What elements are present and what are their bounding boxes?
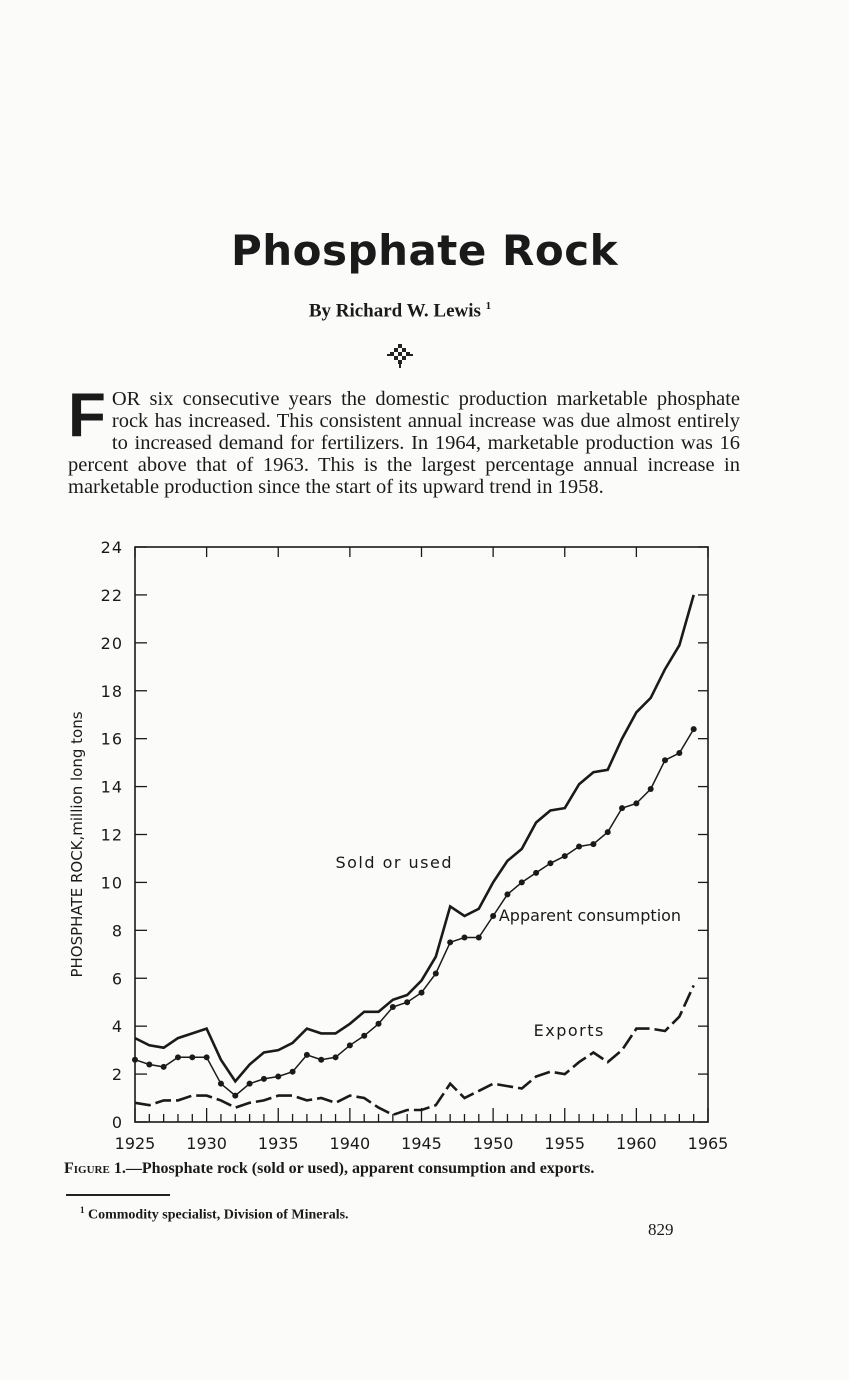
y-tick-label: 12 [100,825,123,845]
y-tick-label: 4 [111,1017,123,1037]
y-tick-label: 6 [111,969,123,989]
data-point [318,1057,324,1063]
data-point [547,860,553,866]
data-point [519,879,525,885]
figure-label: Figure 1. [64,1160,126,1177]
data-point [275,1073,281,1079]
series-line-exports [135,985,694,1114]
data-point [433,970,439,976]
x-tick-label: 1940 [329,1134,371,1153]
data-point [662,757,668,763]
data-point [605,829,611,835]
y-tick-label: 14 [100,777,123,797]
data-point [419,990,425,996]
data-point [146,1062,152,1068]
data-point [189,1054,195,1060]
y-axis-label: PHOSPHATE ROCK,million long tons [68,711,86,978]
footnote-mark: 1 [80,1205,85,1215]
byline [0,300,800,322]
data-point [576,843,582,849]
data-point [204,1054,210,1060]
plot-frame [135,547,708,1122]
data-point [161,1064,167,1070]
x-tick-label: 1945 [401,1134,442,1153]
y-tick-label: 24 [100,538,123,557]
data-point [590,841,596,847]
data-point [676,750,682,756]
y-tick-label: 18 [100,681,123,701]
x-tick-label: 1960 [616,1134,657,1153]
y-tick-label: 0 [111,1113,123,1132]
data-point [347,1042,353,1048]
article-title: Phosphate Rock [230,226,619,275]
footnote-text: Commodity specialist, Division of Minerals. [88,1207,349,1223]
footnote-rule [66,1194,170,1196]
data-point [232,1093,238,1099]
page-number: 829 [648,1220,674,1239]
series-label: Exports [533,1020,605,1040]
data-point [361,1033,367,1039]
data-point [333,1054,339,1060]
figure-caption-text: —Phosphate rock (sold or used), apparent consumption and exports. [125,1160,595,1177]
y-tick-label: 20 [100,633,123,653]
y-tick-label: 10 [100,873,123,893]
drop-cap: F [68,381,106,450]
y-tick-label: 8 [111,921,123,941]
data-point [619,805,625,811]
data-point [633,800,639,806]
data-point [290,1069,296,1075]
data-point [490,913,496,919]
data-point [132,1057,138,1063]
series-line-sold-or-used [135,595,694,1081]
data-point [304,1052,310,1058]
data-point [461,935,467,941]
figure-chart [60,532,760,1162]
footnote [80,1205,349,1224]
data-point [504,891,510,897]
data-point [218,1081,224,1087]
data-point [447,939,453,945]
figure-caption [64,1160,764,1178]
x-tick-label: 1925 [114,1134,156,1153]
data-point [261,1076,267,1082]
data-point [648,786,654,792]
author-footnote-mark: 1 [485,300,492,312]
data-point [175,1054,181,1060]
data-point [404,999,410,1005]
y-tick-label: 16 [100,729,123,749]
y-tick-label: 2 [111,1065,123,1085]
data-point [691,726,697,732]
data-point [247,1081,253,1087]
x-tick-label: 1950 [472,1134,514,1153]
intro-text: OR six consecutive years the domestic production marketable phosphate rock has increased. This consistent annual increase was due almost entirely to increased demand for fertilizers. In 1964, marketable production was 16 percent above that of 1963. This is the largest percentage annual increase in marketable production since the start of its upward trend in 1958. [68,388,740,498]
x-tick-label: 1955 [544,1134,586,1153]
x-tick-label: 1965 [687,1134,729,1153]
data-point [533,870,539,876]
x-tick-label: 1930 [186,1134,227,1153]
data-point [562,853,568,859]
series-label: Sold or used [335,853,454,873]
y-tick-label: 22 [100,585,123,605]
line-chart [60,532,760,1162]
data-point [476,935,482,941]
x-tick-label: 1935 [257,1134,299,1153]
series-label: Apparent consumption [498,905,682,925]
intro-paragraph [68,381,740,498]
ornament-icon [387,343,413,369]
data-point [390,1004,396,1010]
author-name: By Richard W. Lewis [308,300,481,322]
data-point [376,1021,382,1027]
